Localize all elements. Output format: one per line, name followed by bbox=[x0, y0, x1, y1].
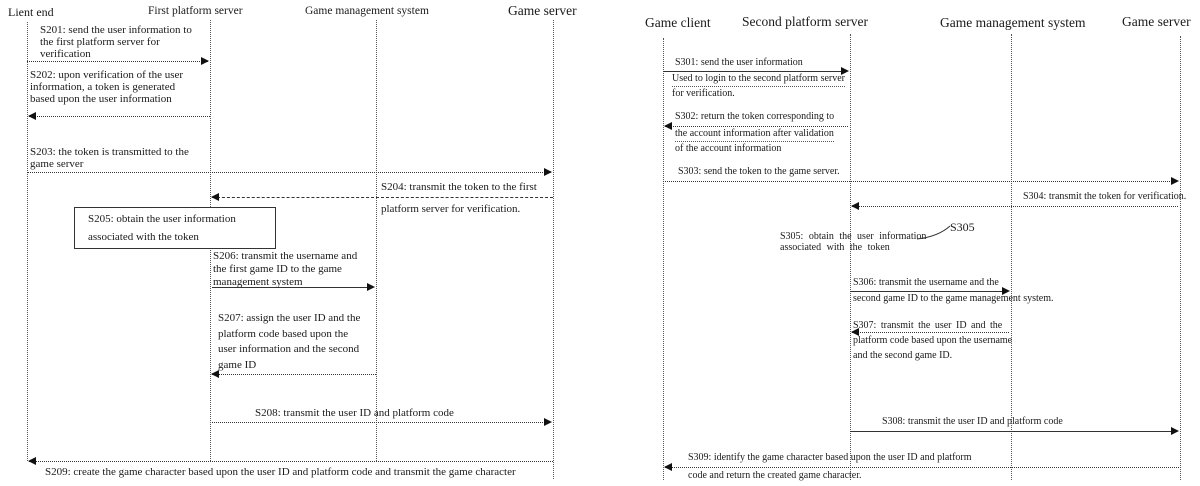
message-line-s202 bbox=[29, 116, 210, 117]
message-text-s301-line-3: for verification. bbox=[672, 88, 735, 99]
message-line-s203 bbox=[27, 172, 551, 173]
message-text-s301-line-1: S301: send the user information bbox=[675, 57, 803, 68]
message-text-s307-line-3: and the second game ID. bbox=[853, 350, 953, 361]
message-text-s208: S208: transmit the user ID and platform code bbox=[255, 407, 454, 419]
message-text-s206: S206: transmit the username and the first game ID to the game management system bbox=[213, 250, 358, 288]
actor-label-game-server: Game server bbox=[1122, 14, 1191, 29]
arrowhead-right-icon bbox=[1171, 177, 1179, 185]
message-text-s201: S201: send the user information to the first platform server for verification bbox=[40, 24, 192, 60]
message-text-s302-line-3: of the account information bbox=[675, 143, 782, 154]
message-text-s207: S207: assign the user ID and the platform code based upon the user information and the second game ID bbox=[218, 312, 361, 371]
lifeline-game-server bbox=[1180, 36, 1181, 480]
message-text-s204-line-1: S204: transmit the token to the first bbox=[381, 181, 537, 193]
arrowhead-left-icon bbox=[664, 122, 672, 130]
message-line-s204 bbox=[212, 197, 553, 198]
message-text-s302-line-1: S302: return the token corresponding to bbox=[675, 111, 835, 122]
arrowhead-left-icon bbox=[211, 193, 219, 201]
note-box-s205: S205: obtain the user information associated with the token bbox=[74, 207, 276, 249]
message-text-s309-line-2: code and return the created game character. bbox=[688, 470, 862, 481]
message-text-s308: S308: transmit the user ID and platform code bbox=[882, 416, 1063, 427]
message-line-s309 bbox=[665, 467, 1179, 468]
actor-label-game-management-system: Game management system bbox=[305, 5, 429, 17]
callout-label-s305: S305 bbox=[950, 220, 975, 234]
message-text-s305: S305: obtain the user information associated with the token bbox=[780, 231, 927, 253]
message-line-s306 bbox=[850, 291, 1007, 292]
message-line-s207 bbox=[212, 374, 376, 375]
message-line-s304 bbox=[852, 206, 1178, 207]
arrowhead-right-icon bbox=[201, 57, 209, 65]
actor-label-game-management-system: Game management system bbox=[940, 15, 1086, 30]
message-text-s302-line-2: the account information after validation bbox=[675, 128, 834, 142]
actor-label-second-platform-server: Second platform server bbox=[742, 14, 868, 29]
actor-label-game-client: Game client bbox=[645, 15, 711, 30]
message-text-s307-line-2: platform code based upon the username bbox=[853, 335, 1013, 346]
message-text-s309-line-1: S309: identify the game character based upon the user ID and platform bbox=[688, 452, 972, 463]
lifeline-game-client bbox=[663, 38, 664, 480]
message-text-s306-line-2: second game ID to the game management system. bbox=[853, 293, 1054, 304]
message-text-s203: S203: the token is transmitted to the game server bbox=[30, 146, 189, 170]
lifeline-game-server bbox=[553, 20, 554, 479]
message-line-s307 bbox=[852, 332, 1009, 333]
lifeline-game-management-system bbox=[376, 20, 377, 461]
lifeline-second-platform-server bbox=[850, 34, 851, 480]
actor-label-client-end: Lient end bbox=[8, 5, 54, 19]
arrowhead-left-icon bbox=[28, 112, 36, 120]
message-text-s306-line-1: S306: transmit the username and the bbox=[853, 277, 999, 288]
arrowhead-right-icon bbox=[367, 283, 375, 291]
arrowhead-right-icon bbox=[544, 418, 552, 426]
actor-label-first-platform-server: First platform server bbox=[148, 5, 243, 17]
message-text-s307-line-1: S307: transmit the user ID and the bbox=[853, 320, 1003, 331]
arrowhead-left-icon bbox=[851, 202, 859, 210]
message-line-s302 bbox=[665, 126, 848, 127]
message-line-s206 bbox=[212, 287, 368, 288]
message-text-s202: S202: upon verification of the user information, a token is generated based upon the user information bbox=[30, 69, 184, 105]
message-text-s303: S303: send the token to the game server. bbox=[678, 166, 840, 177]
message-line-s303 bbox=[663, 181, 1172, 182]
message-line-s201 bbox=[27, 61, 208, 62]
message-line-s308 bbox=[850, 431, 1177, 432]
callout-leader-line bbox=[916, 224, 952, 240]
actor-label-game-server: Game server bbox=[508, 3, 577, 18]
message-text-s304: S304: transmit the token for verification. bbox=[1023, 191, 1187, 202]
message-line-s301 bbox=[663, 71, 842, 72]
lifeline-game-management-system bbox=[1011, 34, 1012, 480]
message-text-s209: S209: create the game character based upon the user ID and platform code and transmit the game character bbox=[45, 466, 516, 478]
arrowhead-left-icon bbox=[664, 463, 672, 471]
message-line-s208 bbox=[212, 422, 545, 423]
arrowhead-left-icon bbox=[211, 370, 219, 378]
arrowhead-left-icon bbox=[28, 457, 36, 465]
arrowhead-right-icon bbox=[544, 168, 552, 176]
message-text-s204-line-2: platform server for verification. bbox=[381, 203, 521, 215]
arrowhead-right-icon bbox=[1171, 427, 1179, 435]
lifeline-client-end bbox=[27, 22, 28, 461]
message-line-s209 bbox=[29, 461, 553, 462]
message-text-s301-line-2: Used to login to the second platform server bbox=[672, 73, 845, 87]
